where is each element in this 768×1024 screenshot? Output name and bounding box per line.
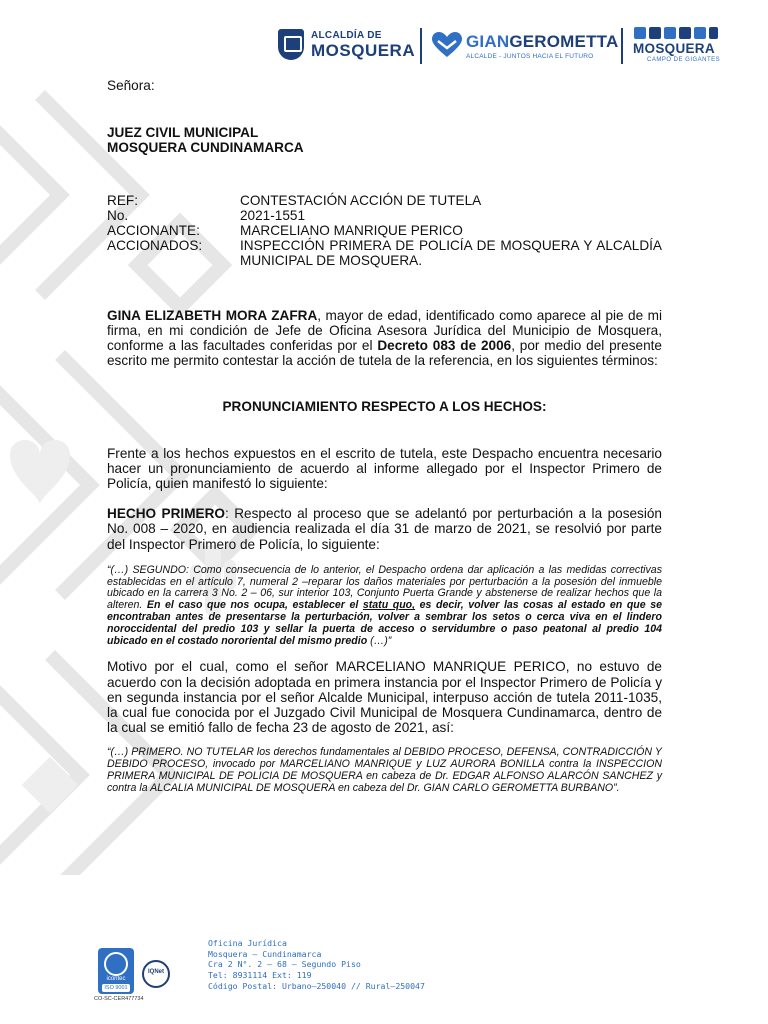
mosquera-subtitle: CAMPO DE GIGANTES [647, 57, 721, 63]
pattern-tiles-icon [634, 27, 718, 41]
logo-divider [420, 28, 422, 64]
footer-contact [208, 938, 425, 992]
case-number-label: No. [107, 207, 129, 223]
accionados-label: ACCIONADOS: [107, 238, 203, 254]
addressee-line1: JUEZ CIVIL MUNICIPAL [107, 125, 259, 141]
decree-ref: Decreto 083 de 2006 [377, 338, 512, 354]
ref-label: REF: [107, 192, 138, 208]
gian-slogan: ALCALDE - JUNTOS HACIA EL FUTURO [466, 53, 594, 60]
footer-phone: Tel: 8931114 Ext: 119 [208, 970, 312, 981]
alcaldia-logo [275, 24, 416, 66]
reference-block [107, 193, 662, 269]
logo-divider [621, 28, 623, 64]
footer-postal-code: Código Postal: Urbano–250040 // Rural–250047 [208, 980, 425, 991]
accionante-value: MARCELIANO MANRIQUE PERICO [240, 223, 463, 239]
section-title: PRONUNCIAMIENTO RESPECTO A LOS HECHOS: [222, 399, 547, 415]
footer-city: Mosquera – Cundinamarca [208, 948, 322, 959]
gian-name-part1: GIAN [466, 32, 510, 51]
letter-body [107, 78, 662, 795]
header-logos [275, 24, 755, 66]
icontec-label: icontec [106, 976, 126, 982]
paragraph-motivo: Motivo por el cual, como el señor MARCELIANO MANRIQUE PERICO, no estuvo de acuerdo con la decisión adoptada en primera instancia por el Inspector Primero de Policía y en segunda instancia por el señor Alcalde Municipal, interpuso acción de tutela 2011-1035, la cual fue conocida por el Juzgado Civil Municipal de Mosquera Cundinamarca, dentro de la cual se emitió fallo de fecha 23 de agosto de 2021, así: [107, 659, 662, 736]
quote-resolution: “(…) SEGUNDO: Como consecuencia de lo anterior, el Despacho ordena dar aplicación a las medidas correctivas establecidas en el artículo 7, numeral 2 –reparar los daños materiales por perturbación a la posesión del inmueble ubicado en la carrera 3 No. 2 – 06, sur interior 103, Conjunto Puerta Grande y abstenerse de realizar hechos que la alteren. En el caso que nos ocupa, establecer el statu quo, es decir, volver las cosas al estado en que se encontraban antes de presentarse la perturbación, volver a sembrar los setos o cerca viva en el lindero noroccidental del predio 103 y sellar la puerta de acceso o servidumbre o paso peatonal al predio 104 ubicado en el costado nororiental del mismo predio (…)” [107, 563, 662, 647]
quote-ruling: “(…) PRIMERO. NO TUTELAR los derechos fundamentales al DEBIDO PROCESO, DEFENSA, CONTRADICCIÓN Y DEBIDO PROCESO, invocado por MARCELIANO MANRIQUE y LUZ AURORA BONILLA contra la INSPECCION PRIMERA MUNICIPAL DE POLICIA DE MOSQUERA en cabeza de Dr. EDGAR ALFONSO ALARCÓN SANCHEZ y contra la ALCALIA MUNICIPAL DE MOSQUERA en cabeza del Dr. GIAN CARLO GEROMETTA BURBANO”. [107, 746, 662, 794]
footer-office: Oficina Jurídica [208, 938, 287, 948]
case-number-value: 2021-1551 [240, 207, 306, 223]
iso-label: ISO 9001 [102, 984, 130, 992]
certification-logos [90, 940, 185, 1005]
iqnet-logo [142, 960, 170, 988]
mosquera-title: MOSQUERA [633, 41, 715, 56]
hecho-primero-paragraph: HECHO PRIMERO: Respecto al proceso que se adelantó por perturbación a la posesión No. 008 – 2020, en audiencia realizada el día 31 de marzo de 2021, se resolvió por parte del Inspector Primero de Policía, lo siguiente: [107, 506, 662, 552]
gian-name [466, 32, 618, 52]
alcaldia-line2: MOSQUERA [311, 41, 416, 60]
paragraph-frente: Frente a los hechos expuestos en el escrito de tutela, este Despacho encuentra necesario hacer un pronunciamiento de acuerdo al informe allegado por el Inspector Primero de Policía, quien manifestó lo siguiente: [107, 445, 662, 492]
certificate-code: CO-SC-CER477734 [94, 996, 144, 1002]
salutation: Señora: [107, 78, 155, 93]
ref-value: CONTESTACIÓN ACCIÓN DE TUTELA [240, 192, 482, 208]
alcaldia-line1: ALCALDÍA DE [311, 30, 382, 41]
heart-icon [432, 32, 462, 58]
icontec-logo [98, 948, 134, 994]
gian-name-part2: GEROMETTA [509, 32, 619, 51]
addressee-line2: MOSQUERA CUNDINAMARCA [107, 140, 304, 156]
accionante-label: ACCIONANTE: [107, 223, 200, 239]
mosquera-logo [631, 24, 726, 66]
signer-name: GINA ELIZABETH MORA ZAFRA [107, 307, 318, 323]
certification-ring-icon [104, 952, 128, 976]
shield-icon [278, 29, 304, 60]
intro-paragraph: GINA ELIZABETH MORA ZAFRA, mayor de edad, identificado como aparece al pie de mi firma, en mi condición de Jefe de Oficina Asesora Jurídica del Municipio de Mosquera, conforme a las facultades conferidas por el Decreto 083 de 2006, por medio del presente escrito me permito contestar la acción de tutela de la referencia, en los siguientes términos: [107, 307, 662, 369]
footer-address: Cra 2 N°. 2 – 68 – Segundo Piso [208, 959, 361, 970]
iqnet-label: IQNet [147, 969, 164, 975]
gian-gerometta-logo [430, 24, 619, 66]
accionados-value: INSPECCIÓN PRIMERA DE POLICÍA DE MOSQUERA Y ALCALDÍA MUNICIPAL DE MOSQUERA. [240, 238, 662, 269]
hecho-label: HECHO PRIMERO [107, 506, 225, 522]
